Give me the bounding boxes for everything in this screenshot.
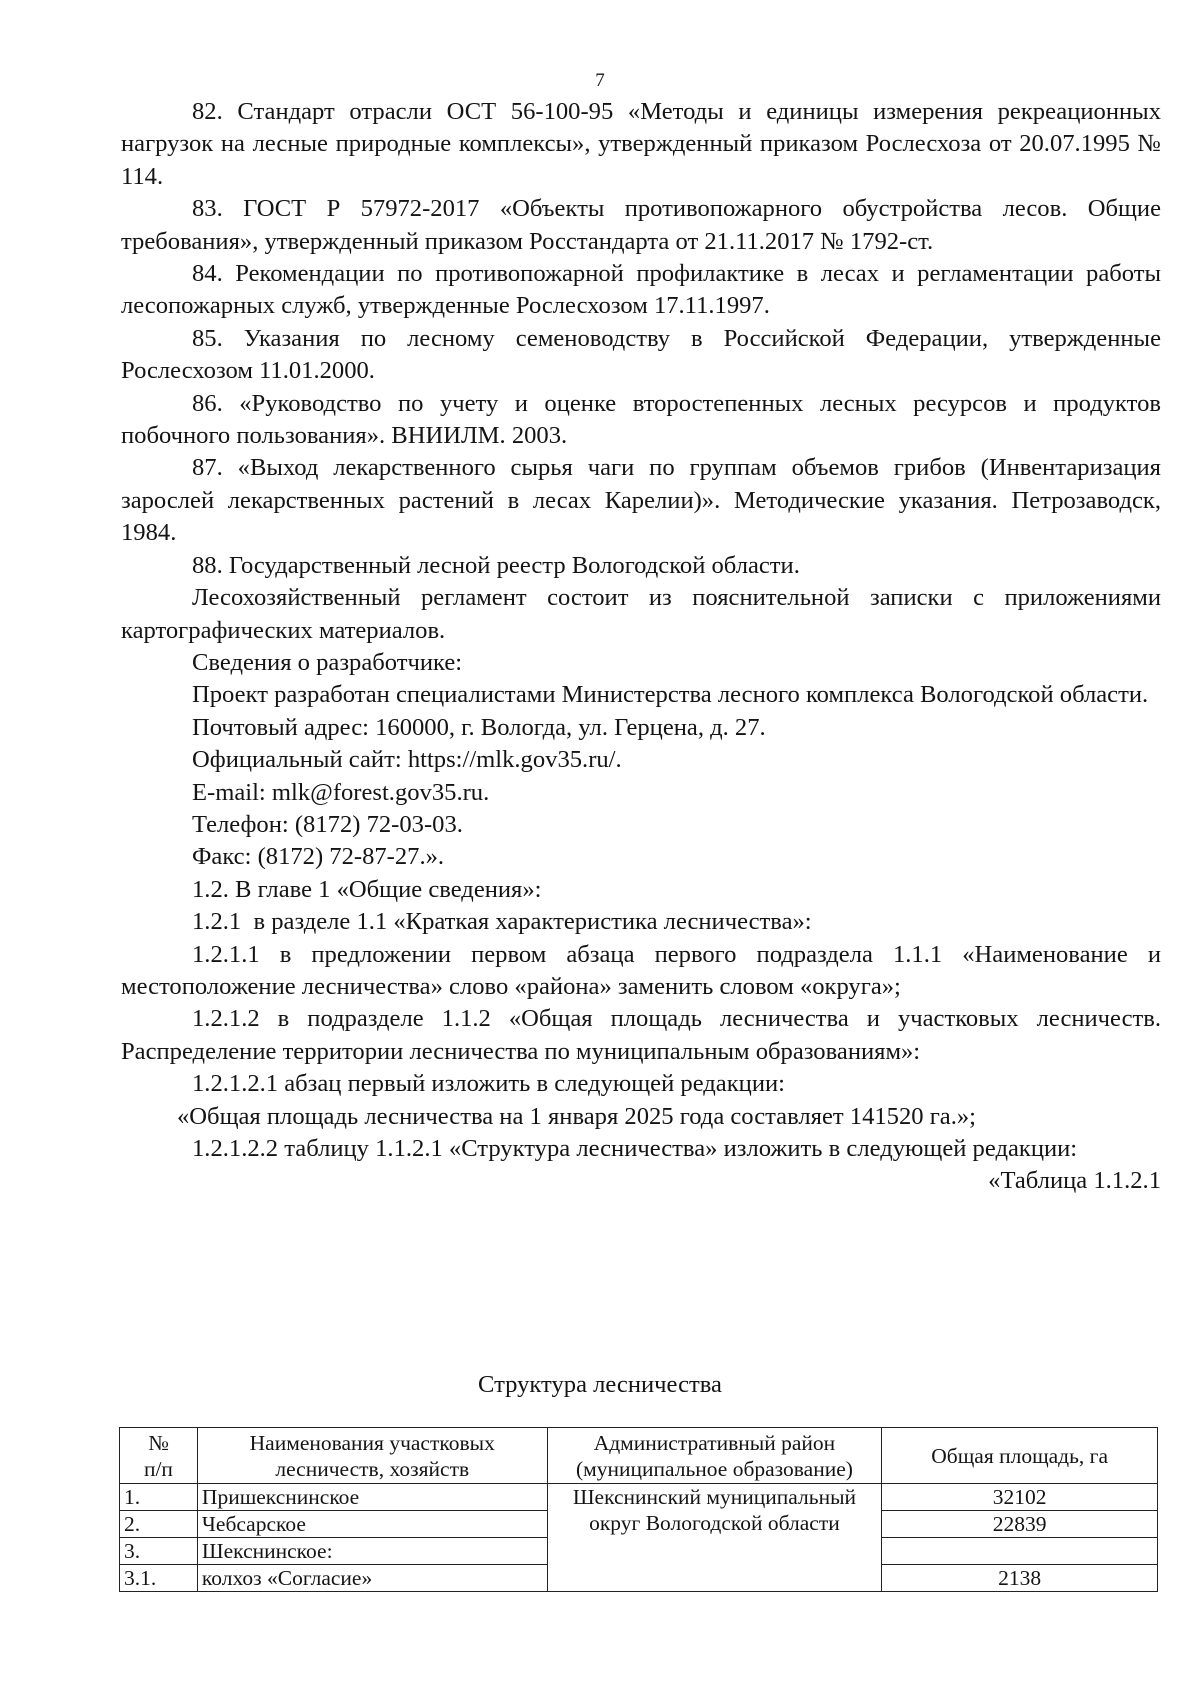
header-district [547, 1428, 882, 1484]
paragraph-86: 86. «Руководство по учету и оценке второстепенных лесных ресурсов и продуктов побочного пользования». ВНИИЛМ. 2003. [121, 389, 1161, 450]
row-area: 2138 [882, 1565, 1158, 1592]
forestry-structure-table [119, 1427, 1158, 1592]
header-num [120, 1428, 198, 1484]
table-row [120, 1484, 1158, 1511]
row-area: 22839 [882, 1511, 1158, 1538]
header-name-line1: Наименования участковых [249, 1430, 495, 1455]
row-name: колхоз «Согласие» [197, 1565, 547, 1592]
header-num-line2: п/п [143, 1456, 173, 1481]
paragraph-82: 82. Стандарт отрасли ОСТ 56-100-95 «Методы и единицы измерения рекреационных нагрузок на лесные природные комплексы», утвержденный приказом Рослесхоза от 20.07.1995 № 114. [121, 98, 1161, 190]
header-area: Общая площадь, га [882, 1428, 1158, 1484]
row-area [882, 1538, 1158, 1565]
table-label: «Таблица 1.1.2.1 [988, 1167, 1161, 1195]
clause-1-2-1-2: 1.2.1.2 в подразделе 1.1.2 «Общая площадь лесничества и участковых лесничеств. Распределение территории лесничества по муниципальным образованиям»: [121, 1005, 1161, 1065]
paragraph-87: 87. «Выход лекарственного сырья чаги по группам объемов грибов (Инвентаризация зарослей лекарственных растений в лесах Карелии)». Методические указания. Петрозаводск, 1984. [121, 454, 1161, 547]
email: E-mail: mlk@forest.gov35.ru. [192, 778, 490, 806]
row-name: Пришекснинское [197, 1484, 547, 1511]
paragraph-regulation-structure: Лесохозяйственный регламент состоит из пояснительной записки с приложениями картографических материалов. [121, 584, 1161, 644]
page-number: 7 [595, 70, 605, 91]
row-num: 3. [120, 1538, 198, 1565]
clause-1-2-1: 1.2.1 в разделе 1.1 «Краткая характеристика лесничества»: [192, 908, 812, 936]
header-district-line1: Административный район [593, 1430, 836, 1455]
phone: Телефон: (8172) 72-03-03. [192, 810, 463, 838]
paragraph-85: 85. Указания по лесному семеноводству в Российской Федерации, утвержденные Рослесхозом 11.01.2000. [121, 324, 1161, 385]
clause-1-2-1-2-2: 1.2.1.2.2 таблицу 1.1.2.1 «Структура лесничества» изложить в следующей редакции: [192, 1135, 1078, 1162]
row-area: 32102 [882, 1484, 1158, 1511]
table-header-row [120, 1428, 1158, 1484]
paragraph-84: 84. Рекомендации по противопожарной профилактике в лесах и регламентации работы лесопожарных служб, утвержденные Рослесхозом 17.11.1997. [121, 260, 1161, 320]
clause-1-2: 1.2. В главе 1 «Общие сведения»: [192, 875, 542, 903]
postal-address: Почтовый адрес: 160000, г. Вологда, ул. Герцена, д. 27. [192, 713, 766, 741]
row-name: Шекснинское: [197, 1538, 547, 1565]
official-site: Официальный сайт: https://mlk.gov35.ru/. [192, 746, 622, 774]
row-num: 2. [120, 1511, 198, 1538]
clause-1-2-1-1: 1.2.1.1 в предложении первом абзаца первого подраздела 1.1.1 «Наименование и местоположение лесничества» слово «района» заменить словом «округа»; [121, 940, 1161, 1000]
header-num-line1: № [148, 1430, 169, 1455]
header-district-line2: (муниципальное образование) [575, 1456, 853, 1481]
paragraph-developer-heading: Сведения о разработчике: [192, 648, 463, 676]
row-name: Чебсарское [197, 1511, 547, 1538]
fax: Факс: (8172) 72-87-27.». [192, 843, 445, 871]
quote-total-area: «Общая площадь лесничества на 1 января 2025 года составляет 141520 га.»; [177, 1102, 976, 1130]
clause-1-2-1-2-1: 1.2.1.2.1 абзац первый изложить в следующей редакции: [192, 1070, 785, 1098]
paragraph-83: 83. ГОСТ Р 57972-2017 «Объекты противопожарного обустройства лесов. Общие требования», утвержденный приказом Росстандарта от 21.11.2017 № 1792-ст. [121, 195, 1161, 255]
header-name-line2: лесничеств, хозяйств [275, 1456, 470, 1481]
row-district: Шекснинский муниципальный округ Вологодской области [547, 1484, 882, 1592]
paragraph-88: 88. Государственный лесной реестр Вологодской области. [192, 551, 800, 579]
row-num: 1. [120, 1484, 198, 1511]
paragraph-developer: Проект разработан специалистами Министерства лесного комплекса Вологодской области. [192, 681, 1149, 709]
header-name [197, 1428, 547, 1484]
table-title: Структура лесничества [478, 1371, 722, 1398]
row-num: 3.1. [120, 1565, 198, 1592]
document-body [121, 96, 1161, 1198]
